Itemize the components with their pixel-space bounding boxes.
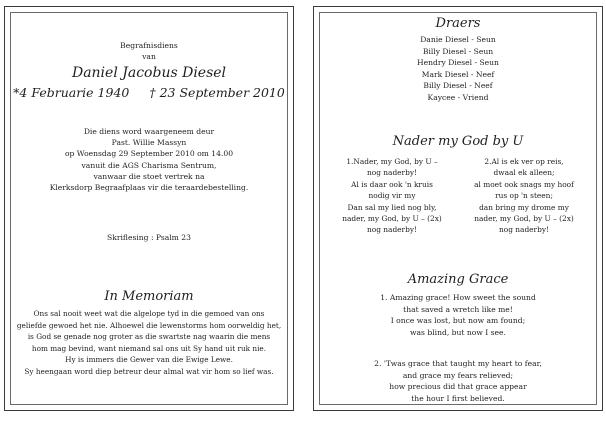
service-header xyxy=(5,40,293,62)
hymn-line: the hour I first believed. xyxy=(411,393,505,403)
hymn-line: nog naderby! xyxy=(367,225,417,235)
bearer-item: Kaycee - Vriend xyxy=(427,92,489,102)
service-line: vanwaar die stoet vertrek na xyxy=(93,171,205,181)
life-dates xyxy=(5,85,293,101)
bearers-heading: Draers xyxy=(435,16,481,31)
bearer-item: Mark Diesel - Neef xyxy=(421,69,495,79)
hymn2-heading: Amazing Grace xyxy=(407,272,509,287)
hymn1-verses xyxy=(328,156,588,236)
birth-date: *4 Februarie 1940 xyxy=(13,85,130,100)
bearers-list xyxy=(314,34,602,104)
hymn2-verse2 xyxy=(314,358,602,404)
memoriam-section xyxy=(5,289,293,305)
bearer-item: Hendry Diesel - Seun xyxy=(417,58,499,68)
hymn2-section xyxy=(314,272,602,288)
memoriam-line: Hy is immers die Gewer van die Ewige Lewe. xyxy=(65,355,233,364)
service-line: Klerksdorp Begraafplaas vir die teraardebestelling. xyxy=(49,183,249,193)
hymn-line: dwaal ek alleen; xyxy=(493,168,555,178)
right-page xyxy=(313,6,603,411)
hymn-line: was blind, but now I see. xyxy=(410,327,506,337)
bearer-item: Billy Diesel - Neef xyxy=(423,81,493,91)
hymn-line: nader, my God, by U – (2x) xyxy=(342,214,442,224)
memoriam-line: hom mag bevind, want niemand sal ons uit Sy hand uit ruk nie. xyxy=(31,343,267,353)
hymn1-verse1 xyxy=(328,156,456,236)
hymn-line: that saved a wretch like me! xyxy=(403,304,513,314)
memoriam-heading: In Memoriam xyxy=(104,289,194,304)
hymn1-section xyxy=(314,134,602,150)
service-details xyxy=(5,126,293,193)
hymn-line: Al is daar ook 'n kruis xyxy=(351,179,433,189)
service-line: Past. Willie Massyn xyxy=(111,138,187,148)
hymn-line: nog naderby! xyxy=(499,225,549,235)
bearer-item: Danie Diesel - Seun xyxy=(420,35,496,44)
deceased-name: Daniel Jacobus Diesel xyxy=(71,65,227,81)
bearer-item: Billy Diesel - Seun xyxy=(422,46,494,56)
scripture-reading: Skriflesing : Psalm 23 xyxy=(107,233,191,242)
hymn-line: 1.Nader, my God, by U – xyxy=(346,157,438,166)
service-line: vanuit die AGS Charisma Sentrum, xyxy=(81,160,217,170)
service-line: op Woensdag 29 September 2010 om 14.00 xyxy=(64,149,234,159)
hymn-line: nader, my God, by U – (2x) xyxy=(474,214,574,224)
memoriam-line: Sy heengaan word diep betreur deur almal wat vir hom so lief was. xyxy=(24,366,274,376)
hymn-line: I once was lost, but now am found; xyxy=(390,316,526,326)
hymn-line: 1. Amazing grace! How sweet the sound xyxy=(380,293,536,302)
hymn-line: nodig vir my xyxy=(368,191,416,201)
memoriam-text xyxy=(5,308,293,377)
hymn-line: how precious did that grace appear xyxy=(389,382,527,392)
hymn-line: al moet ook snags my hoof xyxy=(474,179,574,189)
hymn-line: rus op 'n steen; xyxy=(495,191,553,201)
hymn1-heading: Nader my God by U xyxy=(392,134,524,149)
hymn2-verse1 xyxy=(314,292,602,338)
left-page xyxy=(4,6,294,411)
hymn1-verse2 xyxy=(460,156,588,236)
hymn-line: and grace my fears relieved; xyxy=(402,370,514,380)
memoriam-line: geliefde gewoed het nie. Alhoewel die lewenstorms hom oorweldig het, xyxy=(16,320,282,330)
hymn-line: 2. 'Twas grace that taught my heart to fear, xyxy=(374,359,542,368)
bearers-section xyxy=(314,16,602,32)
hymn-line: 2.Al is ek ver op reis, xyxy=(484,157,564,166)
service-line: Die diens word waargeneem deur xyxy=(83,127,215,136)
hymn-line: dan bring my drome my xyxy=(479,202,569,212)
service-of: van xyxy=(142,52,156,62)
hymn-line: Dan sal my lied nog bly, xyxy=(347,202,437,212)
hymn-line: nog naderby! xyxy=(367,168,417,178)
service-title: Begrafnisdiens xyxy=(120,41,178,50)
death-date: † 23 September 2010 xyxy=(149,85,285,100)
memoriam-line: Ons sal nooit weet wat die algelope tyd in die gemoed van ons xyxy=(33,309,265,318)
memoriam-line: is God se genade nog groter as die swartste nag waarin die mens xyxy=(27,332,271,341)
